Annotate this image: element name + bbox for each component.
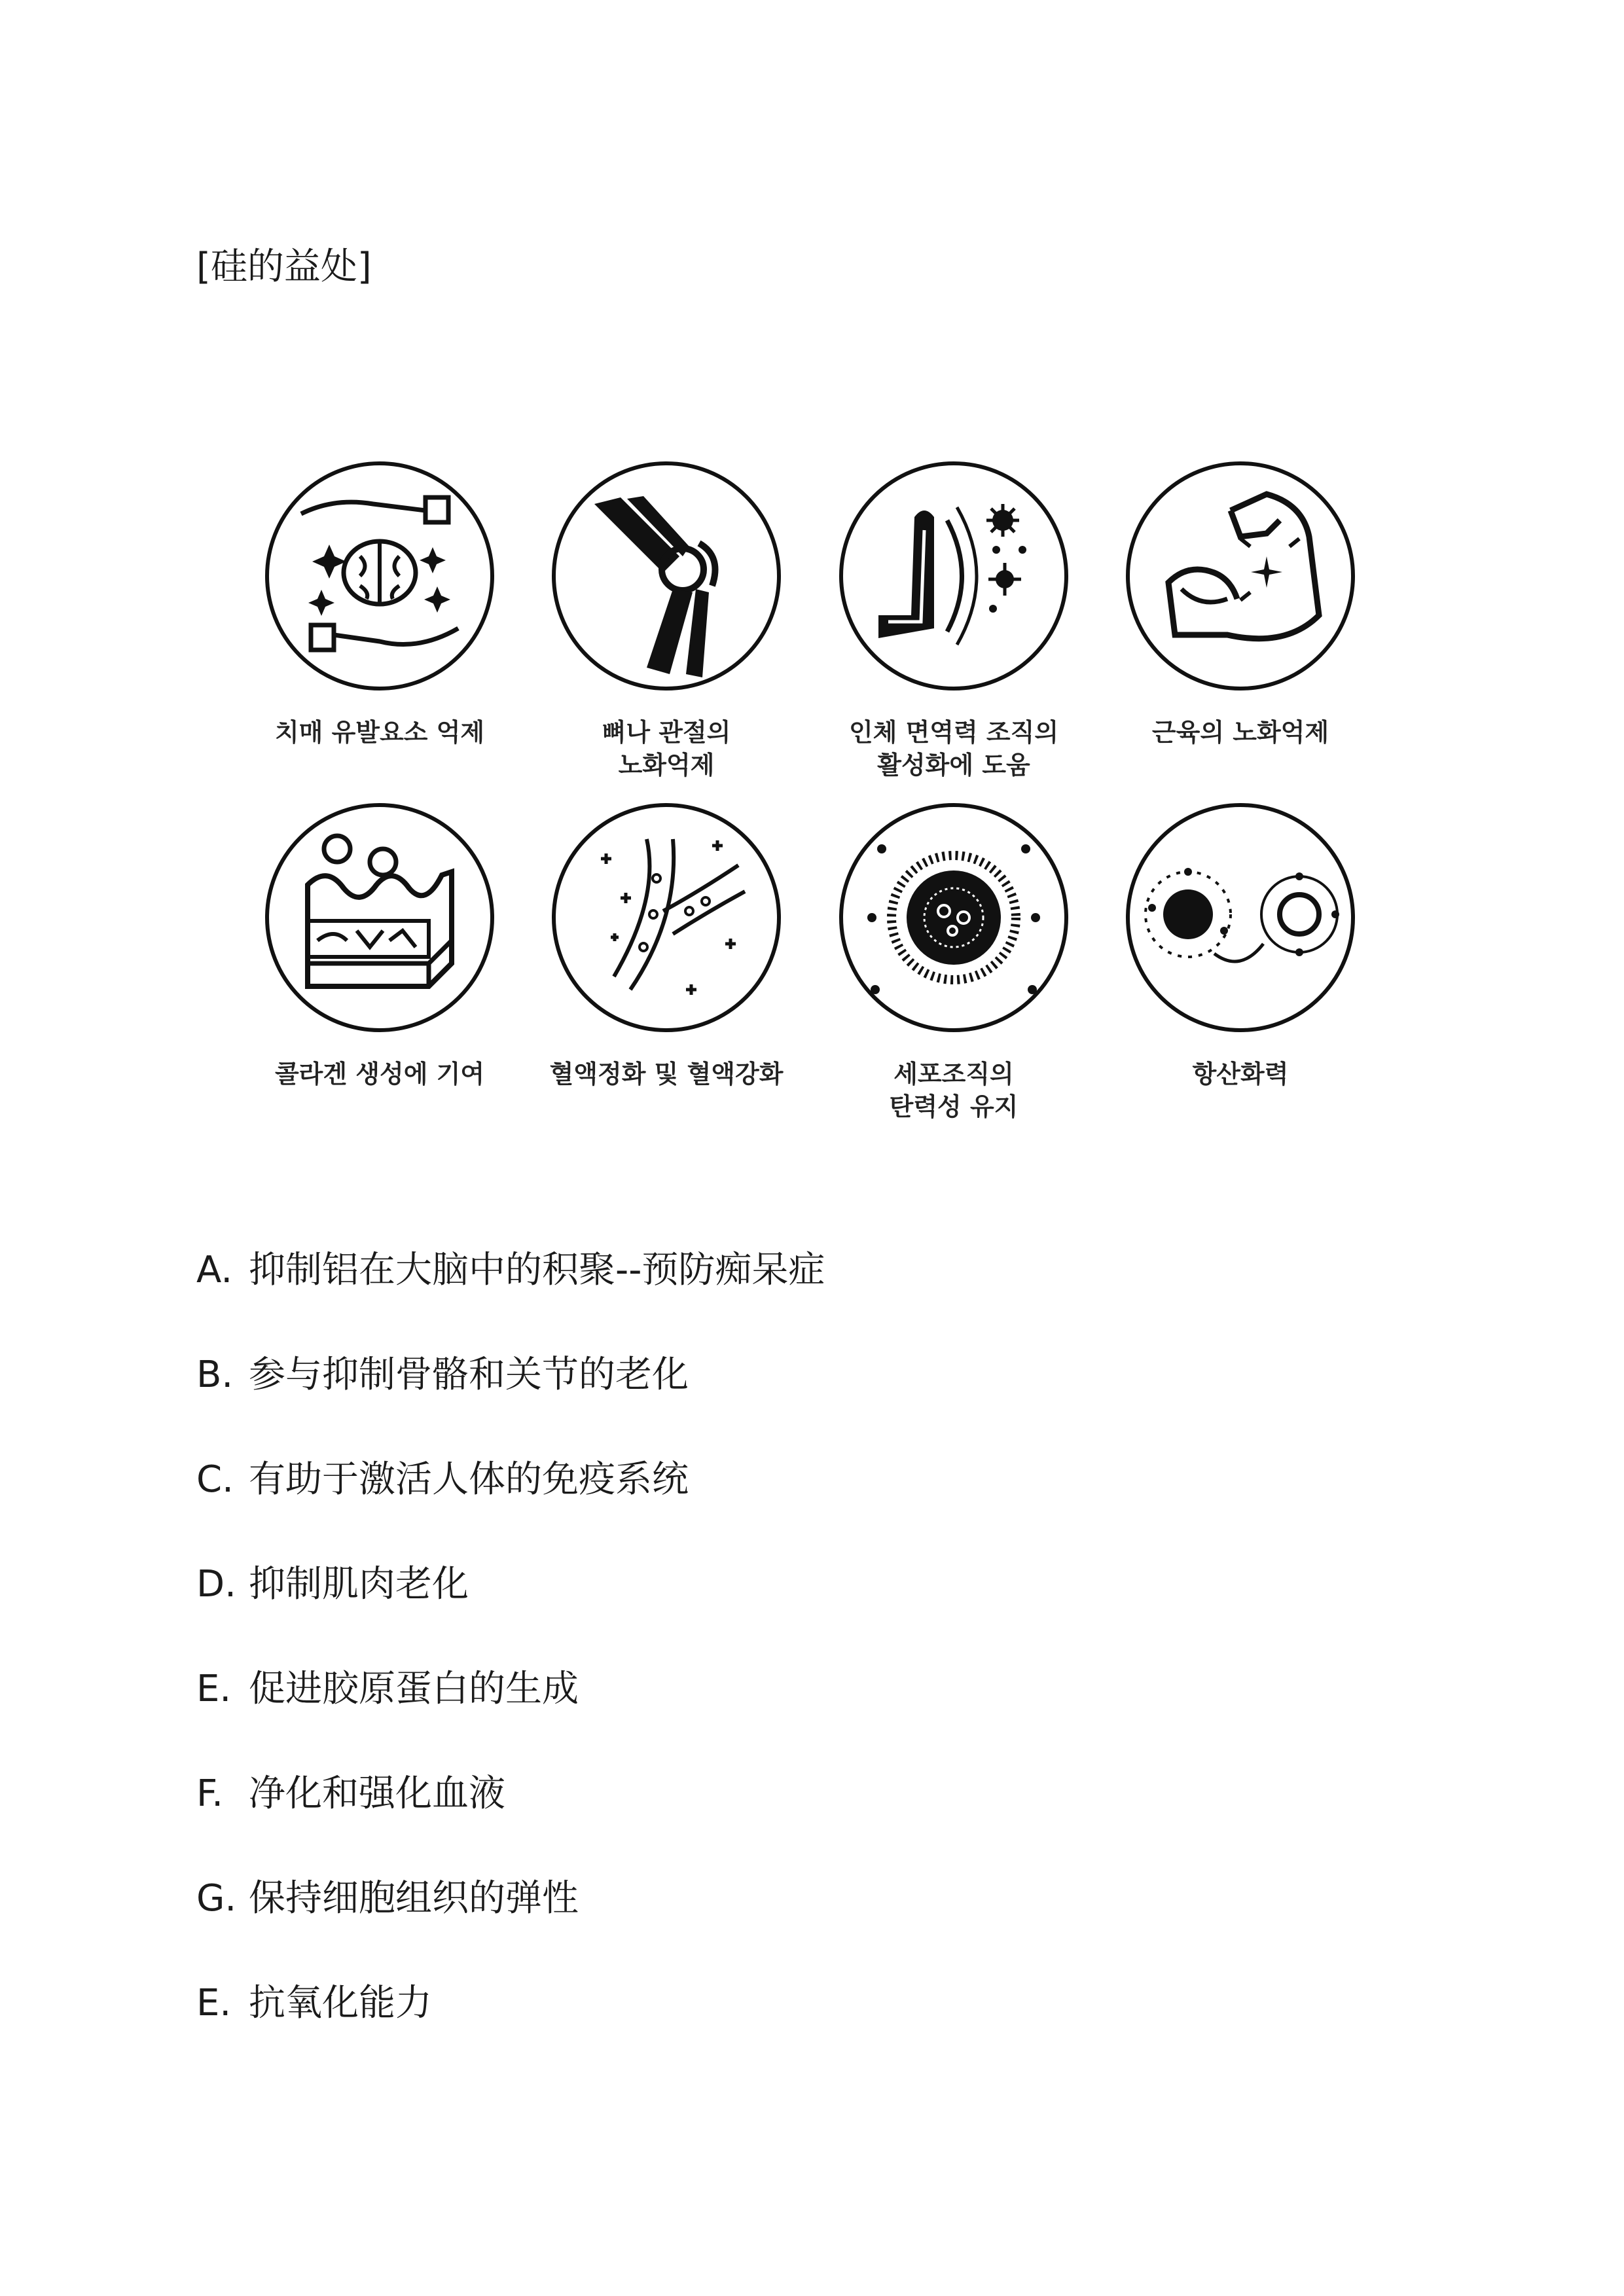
- option-text: 抑制铝在大脑中的积聚--预防痴呆症: [249, 1249, 825, 1291]
- benefit-card-joints: [529, 458, 804, 781]
- hands-brain-icon: [262, 458, 497, 694]
- benefit-card-dementia: [242, 458, 517, 749]
- option-item-e2: [196, 1980, 825, 2085]
- antioxidant-icon: [1123, 800, 1358, 1035]
- benefit-card-cell: [816, 800, 1091, 1123]
- benefit-card-muscle: [1103, 458, 1378, 749]
- option-item-c: [196, 1456, 825, 1561]
- option-text: 抗氧化能力: [249, 1982, 432, 2024]
- benefit-label-joints: 뼈나 관절의 노화억제: [602, 718, 731, 780]
- benefit-options-list: [196, 1247, 825, 2085]
- option-text: 参与抑制骨骼和关节的老化: [249, 1354, 689, 1396]
- benefit-label-cell: 세포조직의 탄력성 유지: [889, 1060, 1019, 1121]
- option-letter: C.: [196, 1458, 234, 1501]
- option-text: 保持细胞组织的弹性: [249, 1877, 579, 1920]
- benefit-card-immunity: [816, 458, 1091, 781]
- option-letter: E.: [196, 1668, 232, 1710]
- knee-joint-icon: [549, 458, 784, 694]
- page-title: [硅的益处]: [196, 245, 372, 288]
- option-item-g: [196, 1875, 825, 1980]
- option-letter: A.: [196, 1249, 233, 1291]
- blood-vessel-icon: [549, 800, 784, 1035]
- benefit-label-blood: 혈액정화 및 혈액강화: [549, 1060, 784, 1088]
- option-letter: E.: [196, 1982, 232, 2024]
- option-text: 促进胶原蛋白的生成: [249, 1668, 579, 1710]
- option-item-a: [196, 1247, 825, 1352]
- benefit-label-collagen: 콜라겐 생성에 기여: [274, 1060, 485, 1088]
- hand-shield-germ-icon: [836, 458, 1072, 694]
- muscle-arm-icon: [1123, 458, 1358, 694]
- option-item-e: [196, 1666, 825, 1770]
- option-letter: F.: [196, 1772, 224, 1815]
- option-item-d: [196, 1561, 825, 1666]
- benefit-label-immunity: 인체 면역력 조직의 활성화에 도움: [848, 718, 1059, 780]
- option-item-f: [196, 1770, 825, 1875]
- benefit-card-antioxidant: [1103, 800, 1378, 1090]
- option-letter: D.: [196, 1563, 236, 1605]
- benefit-label-dementia: 치매 유발요소 억제: [274, 718, 485, 747]
- benefit-label-muscle: 근육의 노화억제: [1151, 718, 1329, 747]
- option-text: 净化和强化血液: [249, 1772, 505, 1815]
- option-text: 抑制肌肉老化: [249, 1563, 469, 1605]
- benefit-card-collagen: [242, 800, 517, 1090]
- option-text: 有助于激活人体的免疫系统: [249, 1458, 689, 1501]
- option-item-b: [196, 1352, 825, 1456]
- cell-icon: [836, 800, 1072, 1035]
- option-letter: G.: [196, 1877, 237, 1920]
- benefit-label-antioxidant: 항산화력: [1192, 1060, 1289, 1088]
- benefit-card-blood: [529, 800, 804, 1090]
- skin-collagen-icon: [262, 800, 497, 1035]
- option-letter: B.: [196, 1354, 234, 1396]
